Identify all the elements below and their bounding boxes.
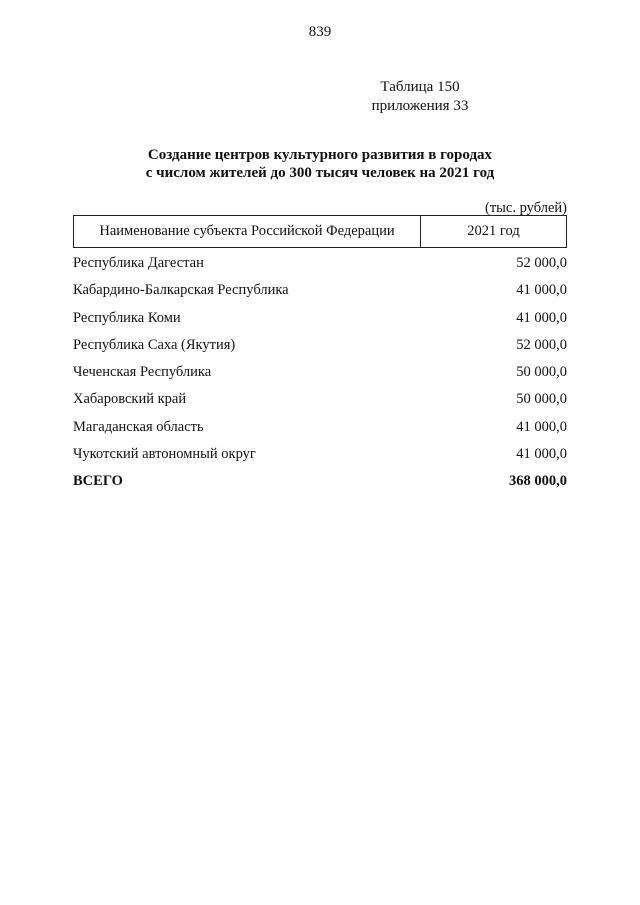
- document-title-line2: с числом жителей до 300 тысяч человек на 2021 год: [145, 165, 495, 181]
- region-name: Кабардино-Балкарская Республика: [73, 282, 289, 299]
- document-title-line1: Создание центров культурного развития в городах: [147, 147, 493, 163]
- region-value: 52 000,0: [516, 336, 567, 353]
- table-row: [73, 446, 567, 473]
- table-reference: [340, 78, 500, 116]
- table-row: [73, 255, 567, 282]
- table-reference-line2: приложения 33: [371, 98, 469, 114]
- region-name: Чеченская Республика: [73, 364, 212, 381]
- table-row: [73, 282, 567, 309]
- region-value: 52 000,0: [516, 255, 567, 271]
- table-row: [73, 391, 567, 418]
- region-name: Республика Саха (Якутия): [73, 336, 236, 353]
- document-title: [100, 146, 540, 182]
- header-year: 2021 год: [467, 223, 520, 239]
- page-number: 839: [308, 24, 332, 40]
- region-name: Магаданская область: [73, 418, 204, 435]
- units-label: (тыс. рублей): [485, 200, 567, 216]
- header-region-name: Наименование субъекта Российской Федерации: [74, 216, 421, 247]
- table-row: [73, 364, 567, 391]
- table-header: [73, 215, 567, 248]
- table-row: [73, 310, 567, 337]
- table-total-row: [73, 473, 567, 500]
- region-value: 41 000,0: [516, 282, 567, 299]
- region-value: 50 000,0: [516, 364, 567, 381]
- table-row: [73, 337, 567, 364]
- table-reference-line1: Таблица 150: [380, 79, 460, 95]
- region-value: 41 000,0: [516, 418, 567, 435]
- total-value: 368 000,0: [509, 473, 567, 490]
- region-name: Республика Дагестан: [73, 255, 204, 271]
- region-name: Республика Коми: [73, 309, 181, 326]
- region-value: 41 000,0: [516, 446, 567, 463]
- region-value: 41 000,0: [516, 309, 567, 326]
- table-row: [73, 419, 567, 446]
- region-name: Хабаровский край: [73, 391, 187, 408]
- region-value: 50 000,0: [516, 391, 567, 408]
- region-name: Чукотский автономный округ: [73, 446, 256, 463]
- total-label: ВСЕГО: [73, 473, 123, 490]
- table-body: [73, 255, 567, 501]
